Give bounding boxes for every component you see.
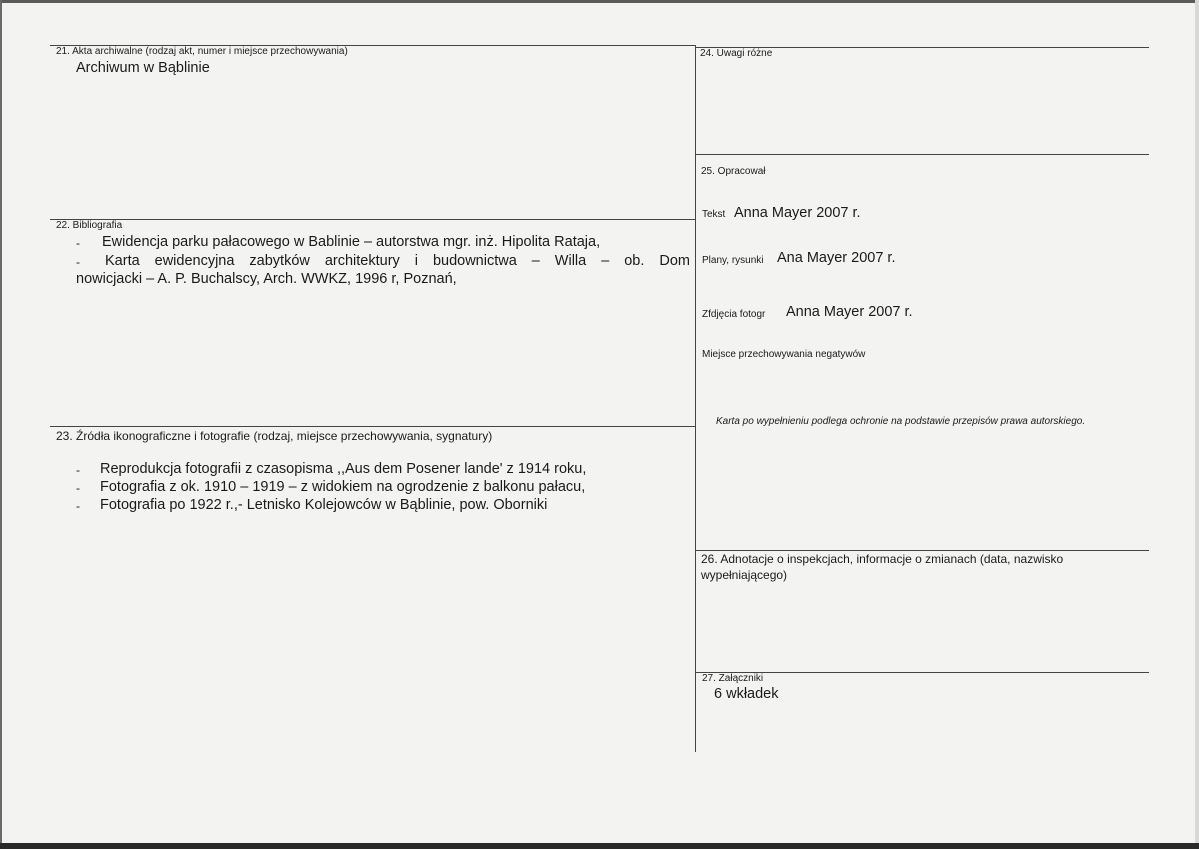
bullet-dash: - — [76, 463, 80, 477]
section-26-label-line1: 26. Adnotacje o inspekcjach, informacje o zmianach (data, nazwisko — [701, 552, 1064, 566]
bullet-dash: - — [76, 236, 80, 250]
section-24-label: 24. Uwagi różne — [700, 48, 773, 59]
copyright-note: Karta po wypełnieniu podlega ochronie na podstawie przepisów prawa autorskiego. — [716, 416, 1086, 427]
scan-edge-left — [0, 0, 2, 849]
zdjecia-label: Zfdjęcia fotogr — [702, 309, 766, 320]
zdjecia-value: Anna Mayer 2007 r. — [786, 304, 913, 320]
bullet-dash: - — [76, 499, 80, 513]
plany-value: Ana Mayer 2007 r. — [777, 250, 896, 266]
iconography-item-1: Reprodukcja fotografii z czasopisma ,,Aus dem Posener lande' z 1914 roku, — [100, 461, 587, 477]
section-22-label: 22. Bibliografia — [56, 220, 123, 231]
section-21-value: Archiwum w Bąblinie — [76, 60, 210, 76]
divider-22-23 — [50, 426, 695, 427]
bibliography-item-2: Karta ewidencyjna zabytków architektury i budownictwa – Willa – ob. Dom — [105, 253, 690, 269]
section-27-label: 27. Załączniki — [702, 673, 764, 684]
tekst-value: Anna Mayer 2007 r. — [734, 205, 861, 221]
divider-25-26 — [695, 550, 1149, 551]
plany-label: Plany, rysunki — [702, 255, 764, 266]
iconography-item-2: Fotografia z ok. 1910 – 1919 – z widokiem na ogrodzenie z balkonu pałacu, — [100, 479, 586, 495]
scan-edge-top — [0, 0, 1199, 3]
negatywy-label: Miejsce przechowywania negatywów — [702, 349, 866, 360]
scan-edge-bottom — [0, 843, 1199, 849]
tekst-label: Tekst — [702, 209, 726, 220]
divider-21-22 — [50, 219, 695, 220]
section-26-label-line2: wypełniającego) — [701, 568, 788, 582]
bullet-dash: - — [76, 255, 80, 269]
section-21-label: 21. Akta archiwalne (rodzaj akt, numer i miejsce przechowywania) — [56, 46, 348, 57]
bibliography-item-1: Ewidencja parku pałacowego w Bablinie – autorstwa mgr. inż. Hipolita Rataja, — [102, 234, 601, 250]
bullet-dash: - — [76, 481, 80, 495]
iconography-item-3: Fotografia po 1922 r.,- Letnisko Kolejowców w Bąblinie, pow. Oborniki — [100, 497, 548, 513]
section-25-label: 25. Opracował — [701, 166, 766, 177]
divider-24-25 — [695, 154, 1149, 155]
section-27-value: 6 wkładek — [714, 686, 779, 702]
section-23-label: 23. Źródła ikonograficzne i fotografie (rodzaj, miejsce przechowywania, sygnatury) — [56, 429, 493, 443]
divider-vertical — [695, 45, 696, 752]
bibliography-item-2-cont: nowicjacki – A. P. Buchalscy, Arch. WWKZ, 1996 r, Poznań, — [76, 271, 457, 287]
scan-edge-right — [1195, 0, 1199, 849]
